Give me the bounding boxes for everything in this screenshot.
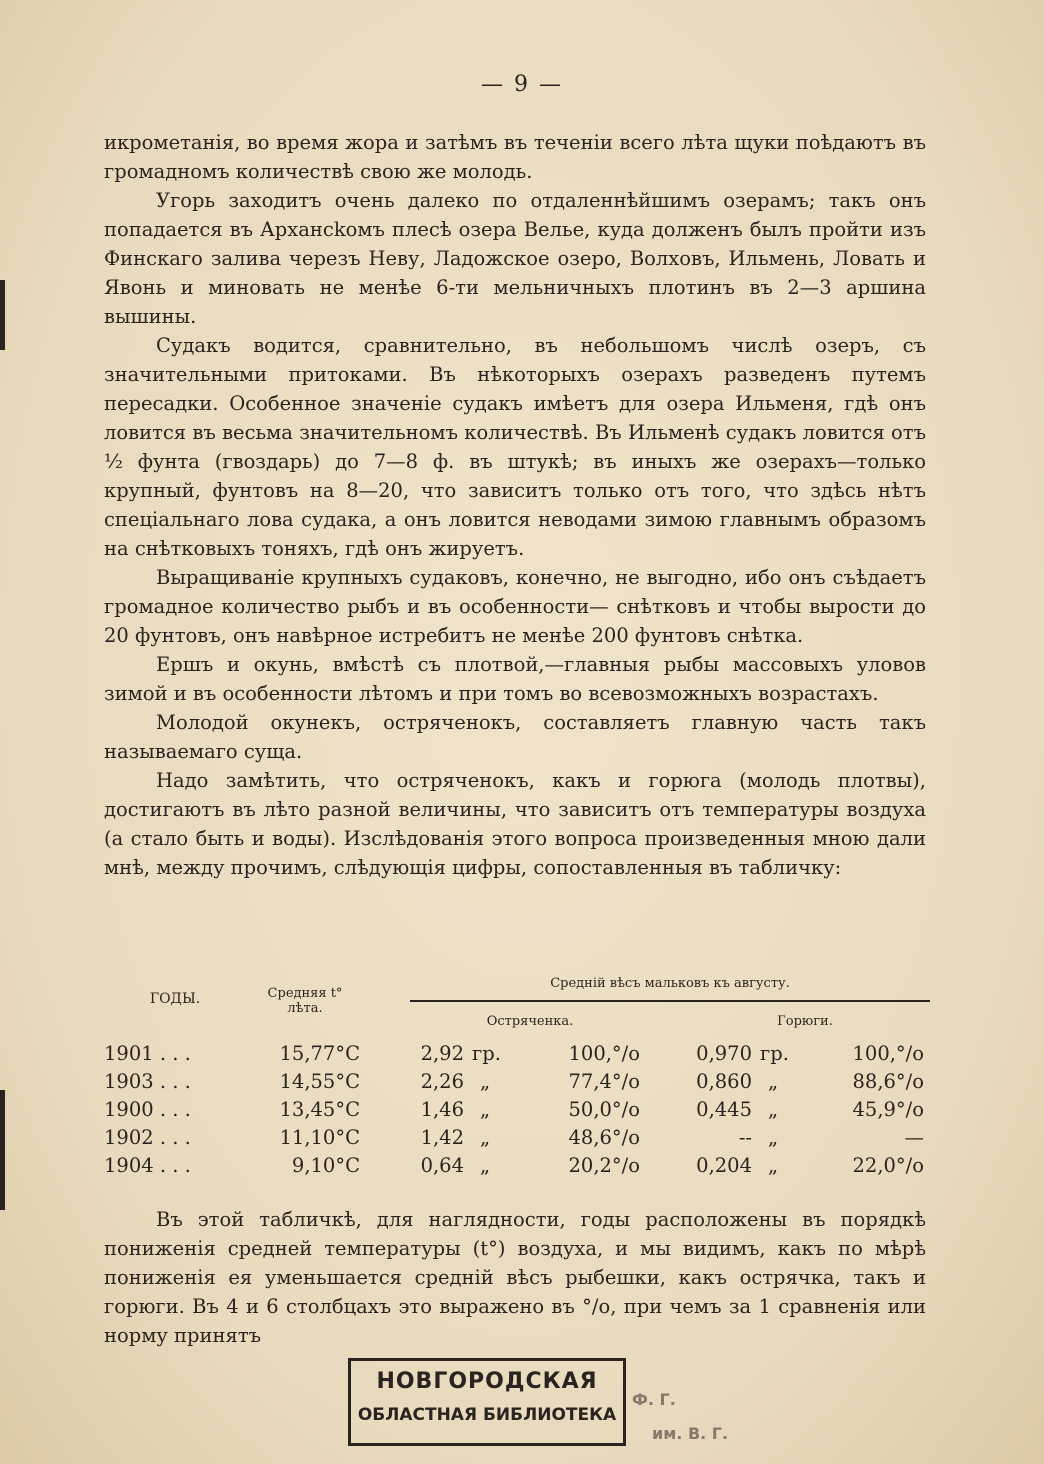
cell-gor-percent: 100,°/o [852,1042,924,1065]
data-table [100,970,930,1180]
cell-year: 1904 . . . [104,1154,191,1177]
cell-year: 1903 . . . [104,1070,191,1093]
faded-stamp-line-1: Ф. Г. [632,1390,676,1409]
cell-ostr-unit: „ [480,1126,491,1149]
cell-gor-percent: 22,0°/o [852,1154,924,1177]
header-years: ГОДЫ. [149,991,201,1007]
cell-temp: 13,45°C [279,1098,360,1121]
header-ostr: Остряченка. [486,1014,574,1029]
paragraph: Угорь заходитъ очень далеко по отдаленнѣйшимъ озерамъ; такъ онъ попадается въ Архансkомъ плесѣ озера Велье, куда долженъ былъ пройти изъ Финскаго залива черезъ Неву, Ладожское озеро, Волховъ, Ильмень, Ловать и Явонь и миновать не менѣе 6-ти мельничныхъ плотинъ въ 2—3 аршина вышины. [104,189,926,328]
cell-ostr-weight: 0,64 [420,1154,464,1177]
paragraph: Выращиваніе крупныхъ судаковъ, конечно, не выгодно, ибо онъ съѣдаетъ громадное количество рыбъ и въ особенности— снѣтковъ и чтобы вырости до 20 фунтовъ, онъ навѣрное истребитъ не менѣе 200 фунтовъ снѣтка. [104,566,926,647]
body-text-bottom [104,1205,926,1350]
header-rule [410,1000,930,1002]
paragraph: икрометанія, во время жора и затѣмъ въ теченіи всего лѣта щуки поѣдаютъ въ громадномъ количествѣ свою же молодь. [104,131,926,183]
cell-gor-weight: 0,204 [696,1154,752,1177]
scan-edge-mark [0,1090,5,1210]
table-row [100,1042,930,1070]
header-temp: Средняя t° лѣта. [267,986,343,1016]
cell-gor-unit: „ [768,1154,779,1177]
paragraph: Судакъ водится, сравнительно, въ небольшомъ числѣ озеръ, съ значительными притоками. Въ нѣкоторыхъ озерахъ разведенъ путемъ пересадки. Особенное значеніе судакъ имѣетъ для озера Ильменя, гдѣ онъ ловится въ весьма значительномъ количествѣ. Въ Ильменѣ судакъ ловится отъ ½ фунта (гвоздарь) до 7—8 ф. въ штукѣ; въ иныхъ же озерахъ—только крупный, фунтовъ на 8—20, что зависитъ только отъ того, что здѣсь нѣтъ спеціальнаго лова судака, а онъ ловится неводами зимою главнымъ образомъ на снѣтковыхъ тоняхъ, гдѣ онъ жируетъ. [104,334,926,560]
cell-gor-percent: 45,9°/o [852,1098,924,1121]
cell-ostr-unit: „ [480,1098,491,1121]
cell-ostr-weight: 1,42 [420,1126,464,1149]
cell-gor-percent: 88,6°/o [852,1070,924,1093]
header-gor: Горюги. [777,1014,833,1029]
cell-gor-unit: „ [768,1126,779,1149]
cell-ostr-unit: „ [480,1154,491,1177]
table-row [100,1126,930,1154]
cell-ostr-weight: 1,46 [420,1098,464,1121]
cell-temp: 15,77°C [279,1042,360,1065]
cell-ostr-percent: 20,2°/o [568,1154,640,1177]
faded-stamp [632,1340,942,1464]
cell-gor-weight: 0,445 [696,1098,752,1121]
cell-gor-unit: „ [768,1070,779,1093]
cell-gor-percent: — [904,1126,924,1149]
paragraph: Надо замѣтить, что остряченокъ, какъ и горюга (молодь плотвы), достигаютъ въ лѣто разной величины, что зависитъ отъ температуры воздуха (а стало быть и воды). Изслѣдованія этого вопроса произведенныя мною дали мнѣ, между прочимъ, слѣдующія цифры, сопоставленныя въ табличку: [104,769,926,879]
body-text-top [104,128,926,882]
stamp-line-2: ОБЛАСТНАЯ БИБЛИОТЕКА [357,1405,617,1425]
faded-stamp-line-2: им. В. Г. [652,1424,729,1443]
cell-ostr-percent: 48,6°/o [568,1126,640,1149]
cell-year: 1902 . . . [104,1126,191,1149]
stamp-line-1: НОВГОРОДСКАЯ [376,1369,598,1394]
cell-ostr-percent: 50,0°/o [568,1098,640,1121]
table-row [100,1098,930,1126]
header-weight: Средній вѣсъ мальковъ къ августу. [550,976,790,991]
library-stamp [348,1358,626,1446]
cell-temp: 9,10°C [291,1154,360,1177]
table-row [100,1070,930,1098]
cell-gor-weight: -- [738,1126,752,1149]
scan-edge-mark [0,280,5,350]
table-row [100,1154,930,1182]
cell-temp: 11,10°C [279,1126,360,1149]
cell-gor-weight: 0,970 [696,1042,752,1065]
cell-temp: 14,55°C [279,1070,360,1093]
page-number: — 9 — [481,72,563,97]
paragraph: Ершъ и окунь, вмѣстѣ съ плотвой,—главныя рыбы массовыхъ уловов зимой и въ особенности лѣтомъ и при томъ во всевозможныхъ возрастахъ. [104,653,926,705]
cell-ostr-unit: гр. [472,1042,501,1065]
cell-ostr-weight: 2,92 [420,1042,464,1065]
cell-gor-unit: гр. [760,1042,789,1065]
cell-ostr-unit: „ [480,1070,491,1093]
cell-gor-weight: 0,860 [696,1070,752,1093]
cell-ostr-percent: 100,°/o [568,1042,640,1065]
cell-ostr-percent: 77,4°/o [568,1070,640,1093]
paragraph: Въ этой табличкѣ, для наглядности, годы расположены въ порядкѣ пониженія средней температуры (t°) воздуха, и мы видимъ, какъ по мѣрѣ пониженія ея уменьшается средній вѣсъ рыбешки, какъ острячка, такъ и горюги. Въ 4 и 6 столбцахъ это выражено въ °/o, при чемъ за 1 сравненія или норму принятъ [104,1208,926,1347]
paragraph: Молодой окунекъ, остряченокъ, составляетъ главную часть такъ называемаго суща. [104,711,926,763]
cell-gor-unit: „ [768,1098,779,1121]
cell-ostr-weight: 2,26 [420,1070,464,1093]
cell-year: 1901 . . . [104,1042,191,1065]
cell-year: 1900 . . . [104,1098,191,1121]
